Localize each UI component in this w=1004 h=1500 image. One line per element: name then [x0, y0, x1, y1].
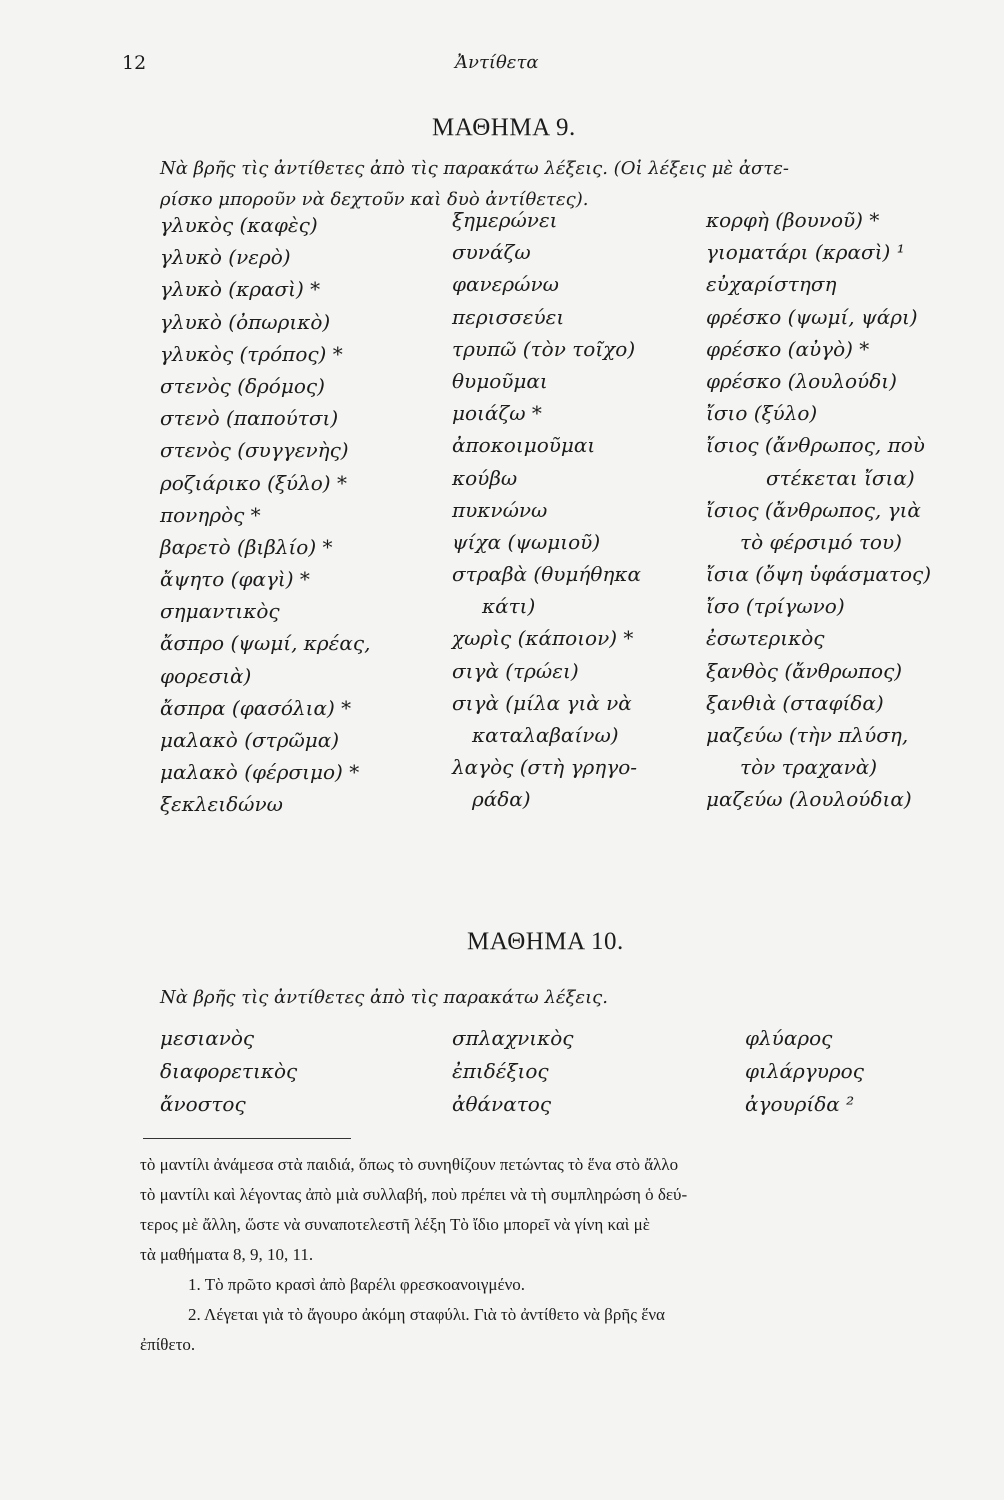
lesson-10-instruction: Νὰ βρῆς τὶς ἀντίθετες ἀπὸ τὶς παρακάτω λέξεις.	[160, 987, 608, 1008]
lesson-9-column-1	[160, 209, 370, 821]
word-item: στενὸς (συγγενὴς)	[160, 438, 349, 463]
word-item: ξανθὸς (ἄνθρωπος)	[706, 658, 903, 683]
word-item: γλυκὸς (τρόπος) *	[160, 341, 343, 366]
footnotes	[140, 1150, 980, 1360]
lesson-10-column-2	[452, 1022, 573, 1121]
word-item: σημαντικὸς	[160, 599, 280, 624]
word-item: μεσιανὸς	[160, 1026, 255, 1050]
word-item: φλύαρος	[745, 1026, 833, 1050]
lesson-10-column-3	[745, 1022, 864, 1121]
word-item: σιγὰ (τρώει)	[452, 658, 579, 683]
footnote-1: 1. Τὸ πρῶτο κρασὶ ἀπὸ βαρέλι φρεσκοανοιγμένο.	[188, 1275, 526, 1294]
word-item: ψίχα (ψωμιοῦ)	[452, 529, 601, 554]
lesson-10-title: ΜΑΘΗΜΑ 10.	[467, 928, 624, 955]
word-item: χωρὶς (κάποιον) *	[452, 626, 634, 651]
word-item: φρέσκο (αὐγὸ) *	[706, 336, 870, 361]
lesson-10-column-1	[160, 1022, 297, 1121]
footnote-text-line: τὸ μαντίλι ἀνάμεσα στὰ παιδιά, ὅπως τὸ συνηθίζουν πετώντας τὸ ἕνα στὸ ἄλλο	[140, 1155, 679, 1174]
word-item: φρέσκο (λουλούδι)	[706, 368, 897, 393]
word-item: ἴσιος (ἄνθρωπος, γιὰ	[706, 497, 921, 522]
word-item: γλυκὸς (καφὲς)	[160, 213, 318, 237]
word-item: φορεσιὰ)	[160, 663, 252, 688]
word-item: σπλαχνικὸς	[452, 1026, 574, 1050]
word-item: ξανθιὰ (σταφίδα)	[706, 690, 884, 715]
word-item: γιοματάρι (κρασὶ) ¹	[706, 240, 905, 265]
word-item: στενὸς (δρόμος)	[160, 373, 325, 398]
word-item: ξεκλειδώνω	[160, 792, 283, 817]
word-item: ἄψητο (φαγὶ) *	[160, 567, 310, 592]
footnote-text-line: τερος μὲ ἄλλη, ὥστε νὰ συναποτελεστῆ λέξη Τὸ ἴδιο μπορεῖ νὰ γίνη καὶ μὲ	[140, 1215, 650, 1234]
word-item: μοιάζω *	[452, 401, 542, 426]
word-item: σιγὰ (μίλα γιὰ νὰ	[452, 690, 632, 715]
lesson-9-instruction-line-2: ρίσκο μποροῦν νὰ δεχτοῦν καὶ δυὸ ἀντίθετες).	[160, 189, 589, 210]
word-item: τὸν τραχανὰ)	[740, 755, 878, 780]
word-item: λαγὸς (στὴ γρηγο-	[452, 755, 638, 780]
word-item: μαλακὸ (φέρσιμο) *	[160, 760, 360, 785]
footnote-text-line: τὸ μαντίλι καὶ λέγοντας ἀπὸ μιὰ συλλαβή, ποὺ πρέπει νὰ τὴ συμπληρώση ὁ δεύ-	[140, 1185, 688, 1204]
word-item: καταλαβαίνω)	[472, 723, 619, 747]
word-item: πονηρὸς *	[160, 502, 261, 527]
word-item: ἄσπρα (φασόλια) *	[160, 695, 352, 720]
word-item: ἄσπρο (ψωμί, κρέας,	[160, 631, 371, 656]
word-item: ἀποκοιμοῦμαι	[452, 433, 596, 458]
word-item: ἐπιδέξιος	[452, 1059, 549, 1083]
page-number: 12	[122, 52, 147, 74]
lesson-9-instruction-line-1: Νὰ βρῆς τὶς ἀντίθετες ἀπὸ τὶς παρακάτω λέξεις. (Οἱ λέξεις μὲ ἀστε-	[160, 158, 789, 179]
word-item: ἐσωτερικὸς	[706, 626, 825, 651]
lesson-9-column-3	[706, 204, 931, 816]
word-item: ἴσιο (ξύλο)	[706, 401, 818, 426]
word-item: τρυπῶ (τὸν τοῖχο)	[452, 336, 636, 361]
word-item: ἄνοστος	[160, 1092, 246, 1116]
word-item: συνάζω	[452, 240, 531, 265]
word-item: φιλάργυρος	[745, 1059, 864, 1083]
word-item: ἴσιος (ἄνθρωπος, ποὺ	[706, 433, 925, 458]
word-item: κάτι)	[482, 594, 536, 619]
word-item: κορφὴ (βουνοῦ) *	[706, 208, 880, 232]
word-item: ἀγουρίδα ²	[745, 1092, 855, 1116]
word-item: περισσεύει	[452, 304, 565, 329]
word-item: διαφορετικὸς	[160, 1059, 298, 1083]
word-item: φρέσκο (ψωμί, ψάρι)	[706, 304, 918, 329]
word-item: φανερώνω	[452, 272, 559, 297]
running-title: Ἀντίθετα	[455, 52, 539, 73]
word-item: στραβὰ (θυμήθηκα	[452, 562, 642, 587]
footnote-text-line: τὰ μαθήματα 8, 9, 10, 11.	[140, 1245, 314, 1264]
lesson-9-title: ΜΑΘΗΜΑ 9.	[432, 114, 576, 141]
word-item: θυμοῦμαι	[452, 368, 548, 393]
word-item: κούβω	[452, 465, 518, 490]
word-item: ράδα)	[472, 787, 531, 812]
footnote-2-line-2: ἐπίθετο.	[140, 1335, 196, 1354]
word-item: τὸ φέρσιμό του)	[740, 529, 902, 554]
word-item: μαλακὸ (στρῶμα)	[160, 728, 340, 752]
word-item: γλυκὸ (ὀπωρικὸ)	[160, 309, 331, 334]
word-item: μαζεύω (τὴν πλύση,	[706, 723, 909, 747]
word-item: πυκνώνω	[452, 497, 548, 522]
word-item: στέκεται ἴσια)	[766, 465, 915, 490]
word-item: βαρετὸ (βιβλίο) *	[160, 534, 333, 559]
word-item: ἀθάνατος	[452, 1092, 552, 1116]
word-item: γλυκὸ (κρασὶ) *	[160, 277, 321, 302]
footnote-2-line-1: 2. Λέγεται γιὰ τὸ ἄγουρο ἀκόμη σταφύλι. Γιὰ τὸ ἀντίθετο νὰ βρῆς ἕνα	[188, 1305, 665, 1324]
lesson-9-column-2	[452, 204, 641, 816]
word-item: γλυκὸ (νερὸ)	[160, 245, 291, 270]
word-item: ἴσια (ὄψη ὑφάσματος)	[706, 562, 931, 587]
word-item: μαζεύω (λουλούδια)	[706, 787, 912, 812]
footnote-divider	[143, 1138, 351, 1139]
word-item: ρoζιάρικο (ξύλο) *	[160, 470, 347, 495]
word-item: στενὸ (παπούτσι)	[160, 406, 339, 431]
word-item: ἴσο (τρίγωνο)	[706, 594, 845, 619]
word-item: εὐχαρίστηση	[706, 272, 837, 297]
word-item: ξημερώνει	[452, 208, 558, 232]
